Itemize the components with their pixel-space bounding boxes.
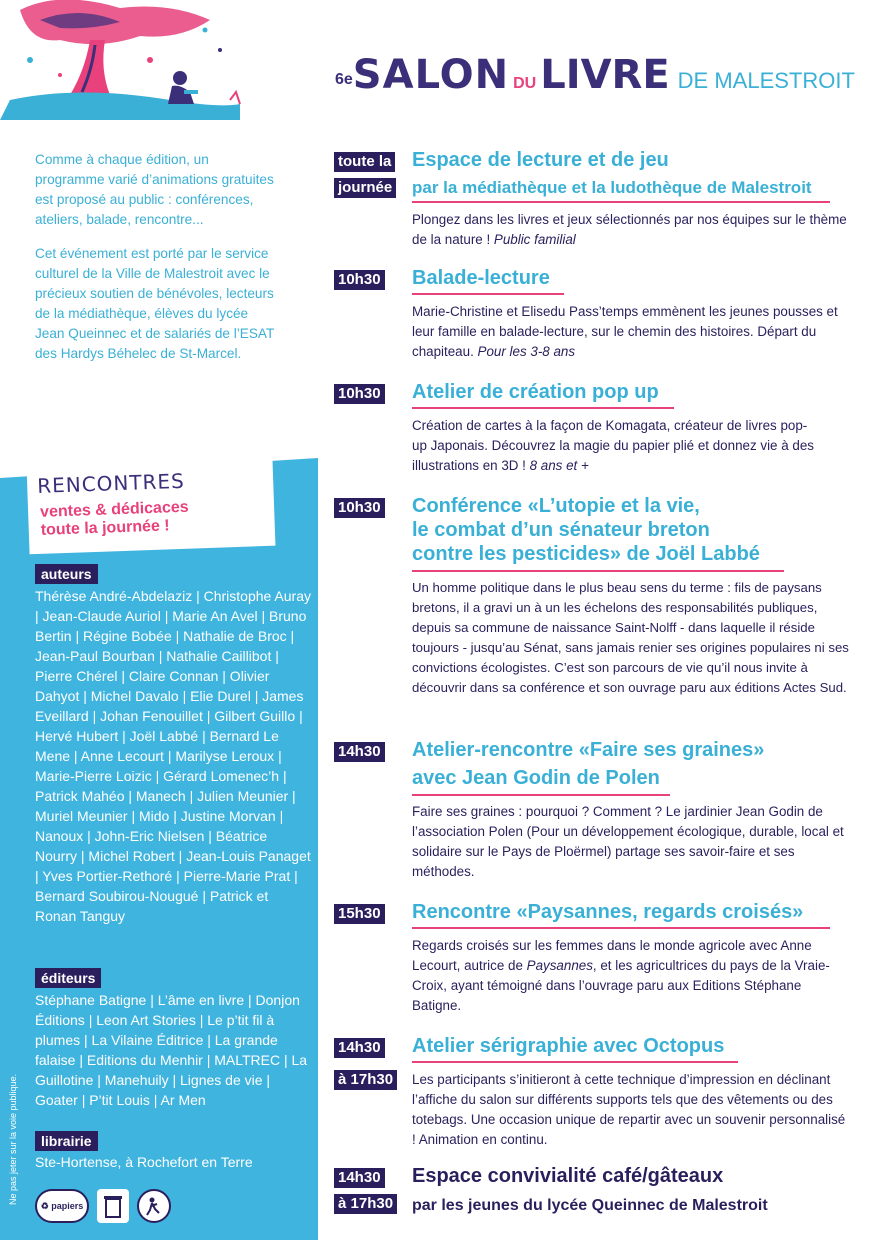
program-title-line-2: avec Jean Godin de Polen bbox=[412, 767, 660, 789]
time-badge: 14h30 bbox=[334, 742, 385, 762]
program-title-line-3: contre les pesticides» de Joël Labbé bbox=[412, 543, 760, 565]
auteurs-label: auteurs bbox=[35, 564, 98, 584]
rencontres-subtitle-2: toute la journée ! bbox=[40, 517, 170, 539]
title-du: DU bbox=[513, 75, 537, 92]
editeurs-list: Stéphane Batigne | L’âme en livre | Donjon Éditions | Leon Art Stories | Le p’tit fil à plumes | La Vilaine Éditrice | La grande falaise | Editions du Menhir | MALTREC | La Guillotine | Manehuily | Lignes de vie | Goater | P’tit Louis | Ar Men bbox=[35, 992, 308, 1108]
program-title-line-2: le combat d’un sénateur breton bbox=[412, 519, 710, 541]
program-item bbox=[334, 267, 854, 370]
time-badge: 15h30 bbox=[334, 904, 385, 924]
program-description: Création de cartes à la façon de Komagata, créateur de livres pop-up Japonais. Découvrez la magie du papier plié et donnez vie à des illustrations en 3D ! 8 ans et + bbox=[412, 418, 814, 473]
program-description: Les participants s’initieront à cette technique d’impression en déclinant l’affiche du salon sur différents supports tels que des vêtements ou des totebags. Une occasion unique de repartir avec un souvenir personnalisé ! Animation en continu. bbox=[412, 1072, 846, 1147]
program-title: Balade-lecture bbox=[412, 267, 550, 289]
title-underline bbox=[412, 1061, 738, 1063]
poster-title bbox=[335, 52, 855, 108]
title-underline bbox=[412, 293, 564, 295]
program-item bbox=[334, 381, 854, 484]
program-description: Marie-Christine et Elisedu Pass’temps emmènent les jeunes pousses et leur famille en balade-lecture, sur le chemin des histoires. Départ du chapiteau. Pour les 3-8 ans bbox=[412, 304, 838, 359]
title-underline bbox=[412, 570, 784, 572]
rencontres-title: RENCONTRES bbox=[36, 468, 186, 498]
time-badge: à 17h30 bbox=[334, 1070, 397, 1090]
time-badge: à 17h30 bbox=[334, 1194, 397, 1214]
time-badge: 10h30 bbox=[334, 498, 385, 518]
title-underline bbox=[412, 927, 830, 929]
program-title: Espace convivialité café/gâteaux bbox=[412, 1165, 724, 1187]
time-badge: 10h30 bbox=[334, 270, 385, 290]
time-badge: 14h30 bbox=[334, 1038, 385, 1058]
recycle-icon: ♻ bbox=[40, 1200, 49, 1211]
program-title: Atelier sérigraphie avec Octopus bbox=[412, 1035, 725, 1057]
program-title: Rencontre «Paysannes, regards croisés» bbox=[412, 901, 804, 923]
program-title: Atelier de création pop up bbox=[412, 381, 659, 403]
disposal-notice: Ne pas jeter sur la voie publique. bbox=[8, 1073, 18, 1205]
librairie-label: librairie bbox=[35, 1131, 98, 1151]
time-badge: 10h30 bbox=[334, 384, 385, 404]
program-subtitle: par les jeunes du lycée Queinnec de Malestroit bbox=[412, 1197, 768, 1214]
title-underline bbox=[412, 201, 830, 203]
program-item bbox=[334, 149, 854, 252]
rencontres-subtitle-1: ventes & dédicaces bbox=[39, 498, 189, 521]
program-subtitle: par la médiathèque et la ludothèque de Malestroit bbox=[412, 178, 812, 197]
program-title: Conférence «L’utopie et la vie, bbox=[412, 495, 700, 517]
program-title: Atelier-rencontre «Faire ses graines» bbox=[412, 739, 765, 761]
auteurs-list: Thérèse André-Abdelaziz | Christophe Auray | Jean-Claude Auriol | Marie An Avel | Bruno Bertin | Régine Bobée | Nathalie de Broc | Jean-Paul Bourban | Nathalie Caillibot | Pierre Chérel | Claire Connan | Olivier Dahyot | Michel Davalo | Elie Durel | James Eveillard | Johan Fenouillet | Gilbert Guillo | Hervé Hubert | Joël Labbé | Bernard Le Mene | Anne Lecourt | Marilyse Leroux | Marie-Pierre Loizic | Gérard Lomenec’h | Patrick Mahéo | Manech | Julien Meunier | Muriel Meunier | Mido | Justine Morvan | Nanoux | John-Eric Nielsen | Béatrice Nourry | Michel Robert | Jean-Louis Panaget | Yves Portier-Rethoré | Pierre-Marie Prat | Bernard Soubirou-Nougué | Patrick et Ronan Tanguy bbox=[35, 588, 312, 924]
program-item bbox=[334, 901, 854, 1024]
audience-note: 8 ans et + bbox=[529, 458, 589, 473]
program-item bbox=[334, 495, 854, 728]
rencontres-card bbox=[27, 458, 276, 555]
program-description: Plongez dans les livres et jeux sélectionnés par nos équipes sur le thème de la nature ! Public familial bbox=[412, 212, 847, 247]
program-title: Espace de lecture et de jeu bbox=[412, 149, 669, 171]
audience-note: Pour les 3-8 ans bbox=[477, 344, 576, 359]
intro-paragraph-1: Comme à chaque édition, un programme varié d’animations gratuites est proposé au public : conférences, ateliers, balade, rencontre... bbox=[35, 152, 274, 227]
bin-icon bbox=[97, 1189, 129, 1223]
program-item bbox=[334, 1165, 854, 1228]
intro-text bbox=[35, 150, 275, 364]
librairie-text: Ste-Hortense, à Rochefort en Terre bbox=[35, 1154, 253, 1170]
program-item bbox=[334, 739, 854, 887]
tidyman-icon bbox=[137, 1189, 171, 1223]
title-salon: SALON bbox=[352, 52, 510, 98]
recycle-papiers-logo: ♻ papiers bbox=[35, 1189, 89, 1223]
time-badge: toute la bbox=[334, 152, 395, 172]
title-underline bbox=[412, 794, 670, 796]
time-badge: journée bbox=[334, 178, 396, 198]
time-badge: 14h30 bbox=[334, 1168, 385, 1188]
title-edition: 6e bbox=[335, 71, 353, 88]
book-title: Paysannes bbox=[526, 958, 593, 973]
audience-note: Public familial bbox=[493, 232, 576, 247]
title-underline bbox=[412, 407, 674, 409]
title-livre: LIVRE bbox=[540, 52, 670, 98]
program-description: Un homme politique dans le plus beau sens du terme : fils de paysans bretons, il a gravi un à un les échelons des responsabilités publiques, depuis sa commune de naissance Saint-Nolff - dans laquelle il réside toujours - jusqu’au Sénat, sans jamais renier ses origines populaires ni ses convictions écologistes. C’est son parcours de vie qu’il nous invite à découvrir dans sa conférence et son ouvrage paru aux éditions Actes Sud. bbox=[412, 580, 849, 695]
header-illustration bbox=[0, 0, 250, 120]
editeurs-label: éditeurs bbox=[35, 968, 101, 988]
program-item bbox=[334, 1035, 854, 1148]
intro-paragraph-2: Cet événement est porté par le service culturel de la Ville de Malestroit avec le précieux soutien de bénévoles, lecteurs de la médiathèque, élèves du lycée Jean Queinnec et de salariés de l’ESAT des Hardys Béhelec de St-Marcel. bbox=[35, 246, 275, 361]
program-description: Regards croisés sur les femmes dans le monde agricole avec Anne Lecourt, autrice de Paysannes, et les agricultrices du pays de la Vraie-Croix, ayant témoigné dans l’ouvrage paru aux Editions Stéphane Batigne. bbox=[412, 938, 830, 1013]
program-description: Faire ses graines : pourquoi ? Comment ? Le jardinier Jean Godin de l’association Polen (Pour un développement écologique, durable, local et solidaire sur le Pays de Ploërmel) partage ses savoir-faire et ses méthodes. bbox=[412, 804, 844, 879]
logos-row bbox=[35, 1188, 171, 1224]
title-place: DE MALESTROIT bbox=[677, 68, 855, 93]
